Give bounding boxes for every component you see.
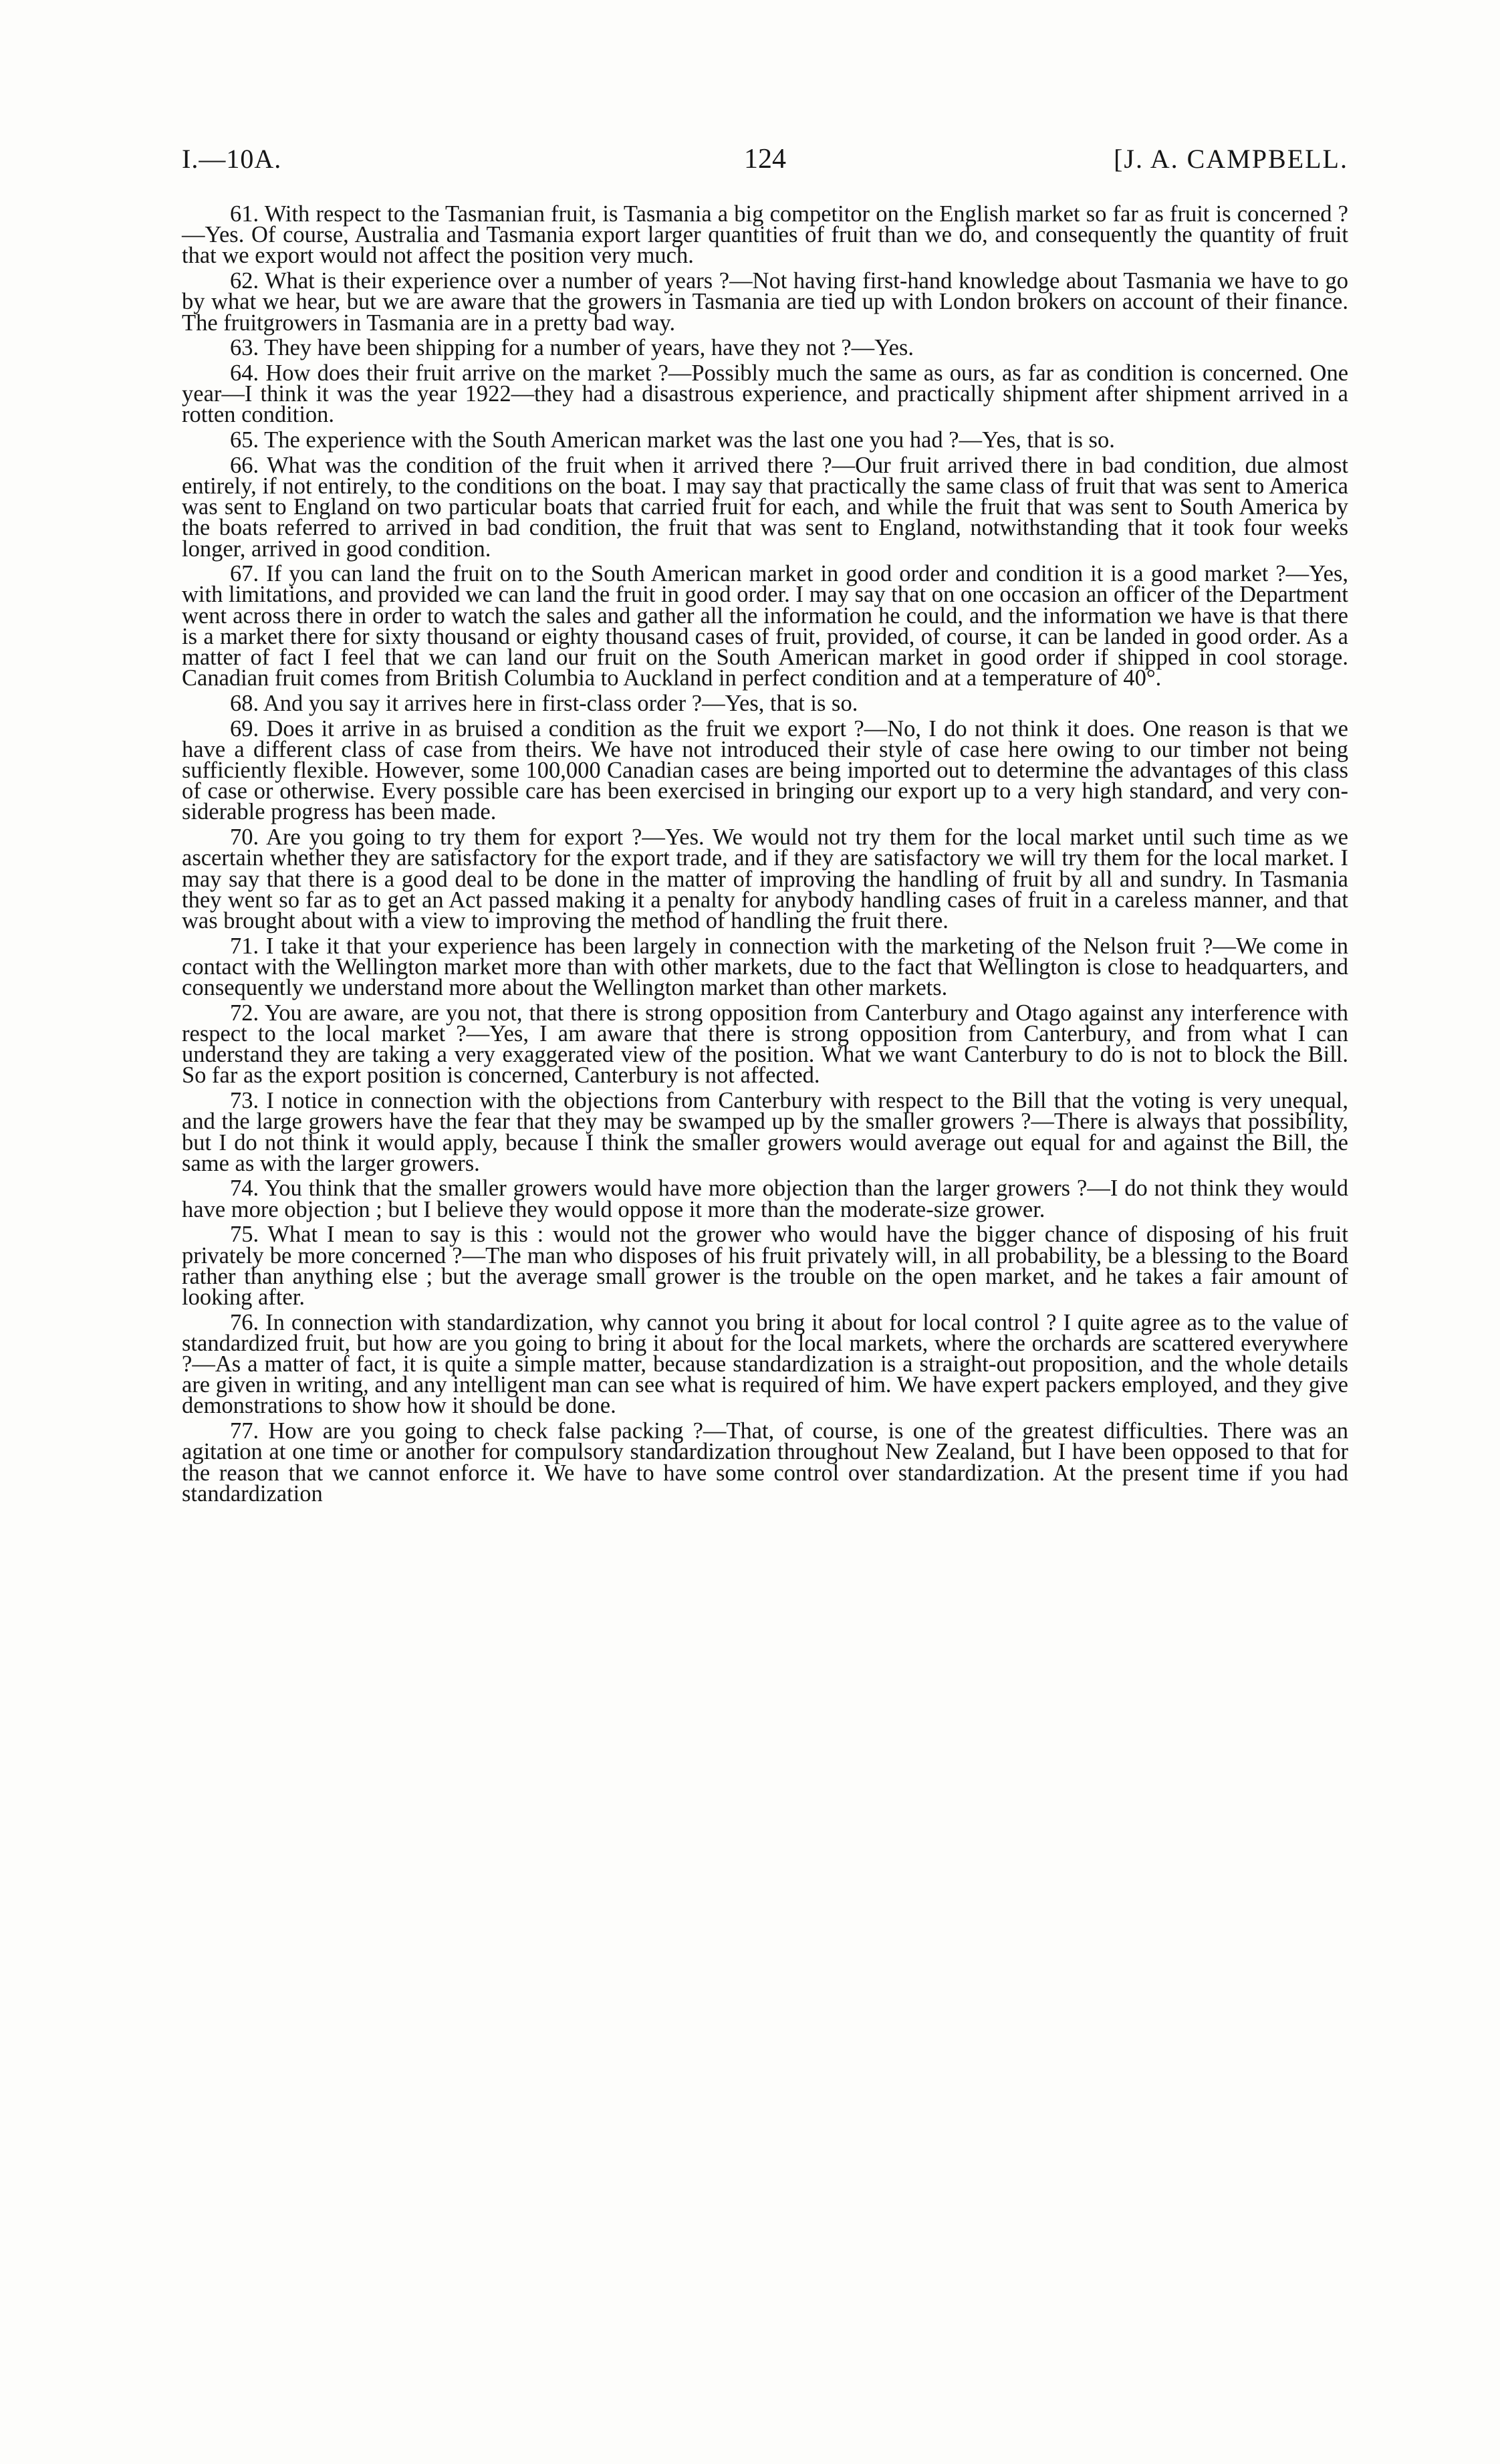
paragraph-77 <box>182 1418 1348 1506</box>
paragraph-text: The experience with the South American market was the last one you had ?—Yes, that is so. <box>264 427 1115 453</box>
paragraph-75 <box>182 1224 1348 1308</box>
paragraph-text: If you can land the fruit on to the South American market in good order and condition it is a good market ?—Yes, with limitations, and provided we can land the fruit in good order. I may say that on one occasion an officer of the Department went across there in order to watch the sales and gather all the information he could, and the information we have is that there is a market there for sixty thousand or eighty thousand cases of fruit, provided, of course, it can be landed in good order. As a matter of fact I feel that we can land our fruit on the South American market in good order if shipped in cool storage. Canadian fruit comes from British Columbia to Auckland in perfect condition and at a temperature of 40°. <box>182 561 1349 691</box>
question-number: 64. <box>230 360 259 386</box>
paragraph-text: What was the condition of the fruit when it arrived there ?—Our fruit arrived there in bad condition, due almost entirely, if not entirely, to the conditions on the boat. I may say that practically the same class of fruit that was sent to America was sent to England on two particular boats that carried fruit for each, and while the fruit that was sent to South America by the boats referred to arrived in bad condition, the fruit that was sent to England, notwithstanding that it took four weeks longer, arrived in good condition. <box>182 452 1348 562</box>
question-number: 65. <box>230 427 259 453</box>
paragraph-text: I take it that your experience has been largely in connection with the marketing of the Nelson fruit ?—We come in contact with the Wellington market more than with other markets, due to the fact that Wellington is close to headquarters, and consequently we understand more about the Wellington market than other markets. <box>182 933 1349 1001</box>
paragraph-text: You think that the smaller growers would have more objection than the larger growers ?—I do not think they would have more objection ; but I believe they would oppose it more than the moderate-size grower. <box>182 1175 1348 1222</box>
paragraph-73 <box>182 1088 1348 1176</box>
document-reference: I.—10A. <box>182 144 282 174</box>
paragraph-text: Are you going to try them for export ?—Yes. We would not try them for the local market until such time as we ascertain whether they are satisfactory for the export trade, and if they are satisfactory we will try them for the local market. I may say that there is a good deal to be done in the matter of improving the handling of fruit by all and sundry. In Tasmania they went so far as to get an Act passed making it a penalty for anybody handling cases of fruit in a careless manner, and that was brought about with a view to improving the method of handling the fruit there. <box>182 824 1348 933</box>
question-number: 73. <box>230 1088 259 1114</box>
paragraph-text: In connection with standardization, why cannot you bring it about for local control ? I quite agree as to the value of standardized fruit, but how are you going to bring it about for the local markets, where the orchards are scattered everywhere ?—As a matter of fact, it is quite a simple matter, because standardization is a straight-out proposition, and the whole details are given in writing, and any intelligent man can see what is required of him. We have expert packers employed, and they give demonstrations to show how it should be done. <box>182 1309 1348 1419</box>
paragraph-text: What is their experience over a number of years ?—Not having first-hand knowledge about Tasmania we have to go by what we hear, but we are aware that the growers in Tasmania are tied up with London brokers on account of their finance. The fruitgrowers in Tasmania are in a pretty bad way. <box>182 268 1348 336</box>
paragraph-text: And you say it arrives here in first-class order ?—Yes, that is so. <box>263 690 858 716</box>
testimony-body <box>182 201 1349 1508</box>
question-number: 66. <box>230 452 259 478</box>
question-number: 74. <box>230 1175 259 1202</box>
paragraph-76 <box>182 1309 1348 1419</box>
paragraph-62 <box>182 268 1348 336</box>
paragraph-70 <box>182 824 1348 933</box>
question-number: 72. <box>230 1000 259 1026</box>
question-number: 62. <box>230 268 259 294</box>
question-number: 71. <box>230 933 259 959</box>
paragraph-64 <box>182 360 1349 428</box>
paragraph-67 <box>182 561 1349 691</box>
paragraph-66 <box>182 452 1348 562</box>
paragraph-text: Does it arrive in as bruised a condition as the fruit we export ?—No, I do not think it does. One reason is that we have a different class of case from theirs. We have not introduced their style of case here owing to our timber not being sufficiently flexible. However, some 100,000 Canadian cases are being imported out to determine the advantages of this class of case or otherwise. Every possible care has been exercised in bringing our export up to a very high standard, and very considerable progress has been made. <box>182 715 1348 825</box>
speaker-name: [J. A. CAMPBELL. <box>1114 144 1348 174</box>
paragraph-text: I notice in connection with the objections from Canterbury with respect to the Bill that the voting is very unequal, and the large growers have the fear that they may be swamped up by the smaller growers ?—There is always that possibility, but I do not think it would apply, because I think the smaller growers would average out equal for and against the Bill, the same as with the larger growers. <box>182 1088 1348 1176</box>
question-number: 77. <box>230 1418 259 1444</box>
paragraph-text: With respect to the Tasmanian fruit, is Tasmania a big competitor on the English market so far as fruit is concerned ?—Yes. Of course, Australia and Tasmania export larger quantities of fruit than we do, and consequently the quantity of fruit that we export would not affect the position very much. <box>182 201 1348 269</box>
paragraph-text: What I mean to say is this : would not the grower who would have the bigger chance of disposing of his fruit privately be more concerned ?—The man who disposes of his fruit privately will, in all probability, be a blessing to the Board rather than anything else ; but the average small grower is the trouble on the open market, and he takes a fair amount of looking after. <box>182 1222 1348 1310</box>
paragraph-63 <box>182 335 1348 361</box>
question-number: 69. <box>230 715 259 742</box>
paragraph-69 <box>182 715 1348 825</box>
paragraph-text: How does their fruit arrive on the market ?—Possibly much the same as ours, as far as condition is concerned. One year—I think it was the year 1922—they had a disastrous experience, and practically shipment after shipment arrived in a rotten condition. <box>182 360 1349 428</box>
paragraph-74 <box>182 1175 1348 1222</box>
paragraph-text: You are aware, are you not, that there is strong opposition from Canterbury and Otago against any interference with respect to the local market ?—Yes, I am aware that there is strong opposition from Canterbury, and from what I can understand they are taking a very exaggerated view of the position. What we want Canterbury to do is not to block the Bill. So far as the export position is concerned, Canterbury is not affected. <box>182 1000 1348 1089</box>
page-number: 124 <box>744 144 786 175</box>
paragraph-72 <box>182 1000 1348 1089</box>
question-number: 68. <box>230 690 259 716</box>
paragraph-text: How are you going to check false packing ?—That, of course, is one of the greatest difficulties. There was an agitation at one time or another for compulsory standardization throughout New Zealand, but I have been opposed to that for the reason that we cannot enforce it. We have to have some control over standardization. At the present time if you had standardization <box>182 1418 1348 1506</box>
paragraph-65 <box>182 427 1348 453</box>
question-number: 76. <box>230 1309 259 1335</box>
paragraph-71 <box>182 933 1349 1001</box>
question-number: 61. <box>230 201 259 227</box>
paragraph-61 <box>182 201 1348 269</box>
question-number: 63. <box>230 335 259 361</box>
question-number: 67. <box>230 561 259 587</box>
page-header <box>182 139 1348 179</box>
paragraph-text: They have been shipping for a number of years, have they not ?—Yes. <box>264 335 914 361</box>
question-number: 75. <box>230 1222 259 1248</box>
question-number: 70. <box>230 824 259 851</box>
paragraph-68 <box>182 690 1348 716</box>
